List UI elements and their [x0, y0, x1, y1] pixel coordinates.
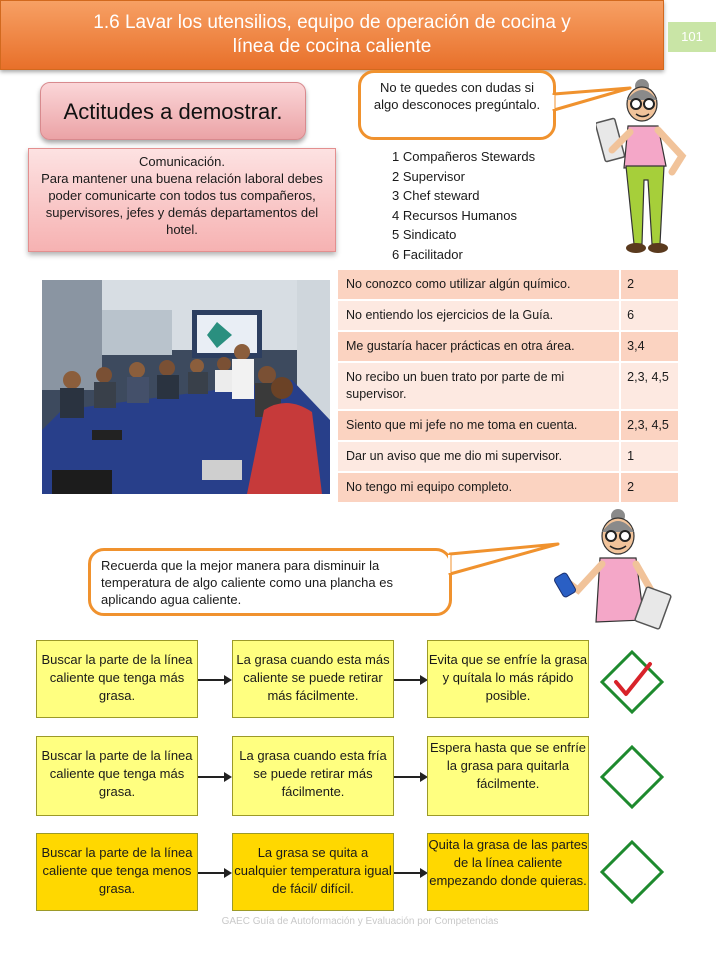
roles-list: [392, 147, 592, 264]
flow2-step3: Espera hasta que se enfríe la grasa para quitarla fácilmente.: [427, 736, 589, 816]
flow1-arrow1: [198, 679, 230, 681]
attitudes-heading: Actitudes a demostrar.: [40, 82, 306, 140]
table-row: [338, 300, 678, 331]
communication-title: Comunicación.: [139, 154, 225, 169]
roles-list-item: 1 Compañeros Stewards: [392, 149, 536, 164]
table-cell-answer: 1: [620, 441, 678, 472]
flow2-arrow1: [198, 776, 230, 778]
chef-character-with-spray-illustration: [552, 508, 676, 642]
flow3-step3: Quita la grasa de las partes de la línea caliente empezando donde quieras.: [427, 833, 589, 911]
table-cell-question: No entiendo los ejercicios de la Guía.: [338, 300, 620, 331]
table-cell-answer: 2,3, 4,5: [620, 362, 678, 410]
table-cell-answer: 6: [620, 300, 678, 331]
doubts-table: [338, 270, 678, 504]
flow1-step3: Evita que se enfríe la grasa y quítala lo más rápido posible.: [427, 640, 589, 718]
table-row: [338, 331, 678, 362]
meeting-photo-image: [42, 280, 330, 494]
flow2-arrow2: [394, 776, 426, 778]
flow1-step2: La grasa cuando esta más caliente se puede retirar más fácilmente.: [232, 640, 394, 718]
flow2-step1: Buscar la parte de la línea caliente que tenga más grasa.: [36, 736, 198, 816]
header-banner: [0, 0, 664, 70]
communication-text: Para mantener una buena relación laboral debes poder comunicarte con todos tus compañeros, supervisores, jefes y demás departamentos del hotel.: [41, 171, 323, 237]
table-cell-answer: 2: [620, 472, 678, 503]
table-cell-question: Siento que mi jefe no me toma en cuenta.: [338, 410, 620, 441]
flow3-arrow1: [198, 872, 230, 874]
speech-bubble-top-text: No te quedes con dudas si algo desconoces pregúntalo.: [373, 80, 541, 112]
diamond-empty-icon[interactable]: [600, 745, 664, 809]
flow3-arrow2: [394, 872, 426, 874]
table-row: [338, 362, 678, 410]
roles-list-item: 3 Chef steward: [392, 188, 480, 203]
flow3-step2: La grasa se quita a cualquier temperatura igual de fácil/ difícil.: [232, 833, 394, 911]
speech-bubble-top: [358, 70, 556, 140]
table-cell-answer: 2: [620, 270, 678, 300]
roles-list-item: 4 Recursos Humanos: [392, 207, 517, 223]
diamond-empty-icon[interactable]: [600, 840, 664, 904]
table-cell-question: No tengo mi equipo completo.: [338, 472, 620, 503]
table-cell-question: No recibo un buen trato por parte de mi supervisor.: [338, 362, 620, 410]
page-title-line2: línea de cocina caliente: [232, 36, 432, 57]
diamond-checked-icon[interactable]: [600, 650, 664, 714]
flow1-step1: Buscar la parte de la línea caliente que tenga más grasa.: [36, 640, 198, 718]
table-row: [338, 410, 678, 441]
table-cell-question: No conozco como utilizar algún químico.: [338, 270, 620, 300]
flow1-arrow2: [394, 679, 426, 681]
table-cell-answer: 3,4: [620, 331, 678, 362]
page-number: 101: [668, 22, 716, 52]
speech-bubble-middle-text: Recuerda que la mejor manera para disminuir la temperatura de algo caliente como una plancha es aplicando agua caliente.: [101, 558, 393, 607]
table-cell-question: Me gustaría hacer prácticas en otra área.: [338, 331, 620, 362]
roles-list-item: 6 Facilitador: [392, 246, 463, 262]
chef-character-illustration: [596, 76, 706, 262]
flow3-step1: Buscar la parte de la línea caliente que tenga menos grasa.: [36, 833, 198, 911]
meeting-photo: [42, 280, 330, 494]
page-title-line1: 1.6 Lavar los utensilios, equipo de operación de cocina y: [93, 12, 571, 33]
table-row: [338, 441, 678, 472]
table-cell-question: Dar un aviso que me dio mi supervisor.: [338, 441, 620, 472]
flow2-step2: La grasa cuando esta fría se puede retirar más fácilmente.: [232, 736, 394, 816]
table-cell-answer: 2,3, 4,5: [620, 410, 678, 441]
footer-text: GAEC Guía de Autoformación y Evaluación por Competencias: [221, 916, 499, 927]
communication-box: [28, 148, 336, 252]
speech-bubble-middle-tail: [448, 540, 560, 580]
roles-list-item: 2 Supervisor: [392, 168, 465, 184]
speech-bubble-middle: [88, 548, 452, 616]
table-row: [338, 472, 678, 503]
table-row: [338, 270, 678, 300]
roles-list-item: 5 Sindicato: [392, 227, 457, 242]
